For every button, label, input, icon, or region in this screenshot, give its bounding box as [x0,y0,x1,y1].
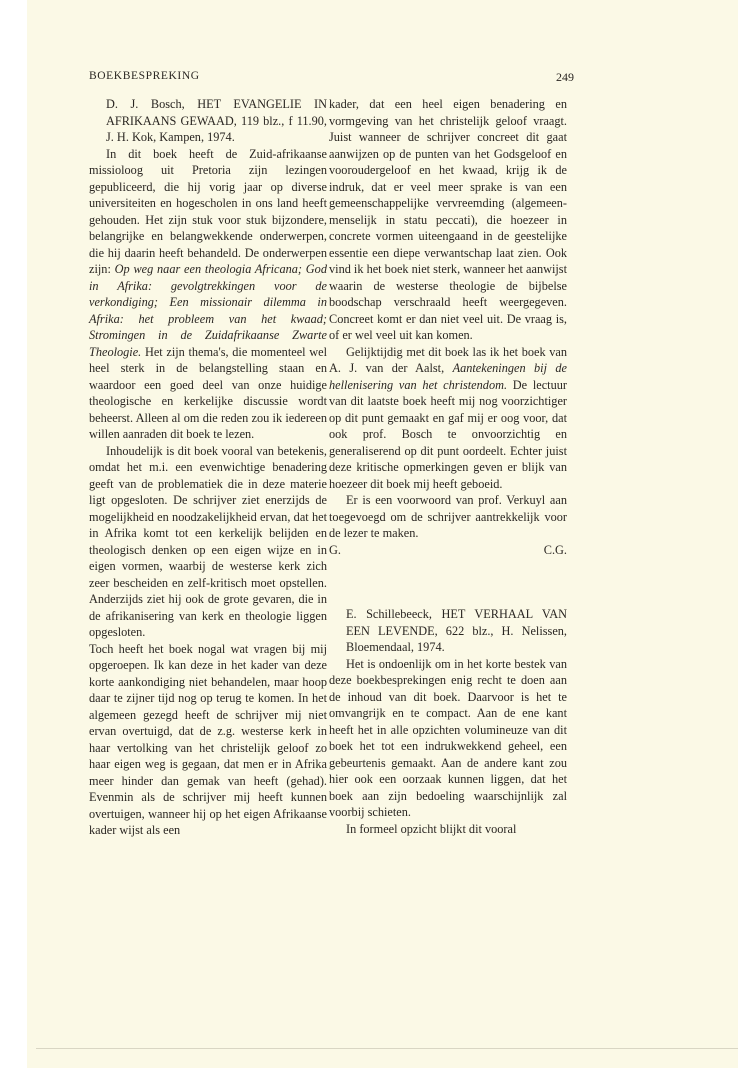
right-column [329,96,567,837]
review1-paragraph-5: Er is een voorwoord van prof. Verkuyl aan toegevoegd om de schrijver aantrekkelijk voor de lezer te maken. [329,493,567,540]
review1-paragraph-2: Inhoudelijk is dit boek vooral van betekenis, omdat het m.i. een evenwichtige benadering geeft van de problematiek die in deze materie ligt opgesloten. De schrijver ziet enerzijds de mogelijkheid en noodzakelijkheid ervan, dat het in Afrika komt tot een kerkelijk belijden en theologisch denken op een eigen wijze en in eigen vormen, waarbij de westerse kerk zich zeer bescheiden en zelf-kritisch moet opstellen. Anderzijds ziet hij ook de grote gevaren, die in de afrikanisering van kerk en theologie liggen opgesloten. [89,443,327,639]
review2-paragraph-1: Het is ondoenlijk om in het korte bestek van deze boekbesprekingen enig recht te doen aan de inhoud van dit boek. Daarvoor is het te omvangrijk en te compact. Aan de ene kant heeft het in alle opzichten volumineuze van dit boek het tot een indrukwekkend geheel, een gebeurtenis gemaakt. Aan de andere kant zou hier ook een oorzaak kunnen liggen, dat het boek aan zijn bedoeling waarschijnlijk zal voorbij schieten. [329,656,567,819]
review1-paragraph-3-continued: kader, dat een heel eigen benadering en vormgeving van het christelijk geloof vraagt. Juist wanneer de schrijver concreet dit gaat aanwijzen op de punten van het Godsgeloof en vooroudergeloof en het kwaad, krijg ik de indruk, dat er veel meer sprake is van een gemeenschappelijke vervreemding (algemeen-menselijk in statu peccati), die hoezeer in concrete vormen uiteengaand in de geestelijke essentie een diepe verwantschap laat zien. Ook vind ik het boek niet sterk, wanneer het aanwijst waarin de westerse theologie de bijbelse boodschap verschraald heeft weergegeven. Concreet komt er dan niet veel uit. De vraag is, of er wel veel uit kan komen. [329,97,568,342]
running-header: BOEKBESPREKING [89,70,200,82]
left-column [89,96,327,839]
review1-paragraph-1: In dit boek heeft de Zuid-afrikaanse missioloog uit Pretoria zijn lezingen gepubliceerd, die hij vorig jaar op diverse universiteiten en hogescholen in ons land heeft gehouden. Het zijn stuk voor stuk bijzondere, belangrijke en belangwekkende onderwerpen, die hij daarin heeft behandeld. De onderwerpen zijn: Op weg naar een theologia Africana; God in Afrika: gevolgtrekkingen voor de verkondiging; Een missionair dilemma in Afrika: het probleem van het kwaad; Stromingen in de Zuidafrikaanse Zwarte Theologie. Het zijn thema's, die momenteel wel heel sterk in de belangstelling staan en waardoor een goed deel van onze huidige theologische en kerkelijke discussie wordt beheerst. Alleen al om die reden zou ik iedereen willen aanraden dit boek te lezen. [89,146,327,441]
review1-signoff [329,542,567,559]
review2-paragraph-2: In formeel opzicht blijkt dit vooral [346,821,517,836]
review1-paragraph-3: Toch heeft het boek nogal wat vragen bij mij opgeroepen. Ik kan deze in het kader van deze korte aankondiging niet behandelen, maar hoop daar te zijner tijd nog op terug te komen. In het algemeen gezegd heeft de schrijver mij niet ervan overtuigd, dat de z.g. westerse kerk in haar vertolking van het christelijk geloof zo haar eigen weg is gegaan, dat men er in Afrika meer hinder dan gemak van heeft (gehad). Evenmin als de schrijver mij heeft kunnen overtuigen, wanneer hij op het eigen Afrikaanse kader wijst als een [89,641,327,837]
section-gap [329,558,567,606]
signoff-initial: G. [329,542,341,557]
signoff-author: C.G. [543,542,567,557]
review1-heading: D. J. Bosch, HET EVANGELIE IN AFRIKAANS GEWAAD, 119 blz., f 11.90, J. H. Kok, Kampen, 1974. [106,97,327,144]
page-number: 249 [556,70,574,84]
page-bottom-rule [36,1048,738,1049]
review2-heading: E. Schillebeeck, HET VERHAAL VAN EEN LEVENDE, 622 blz., H. Nelissen, Bloemendaal, 1974. [346,607,567,654]
review1-paragraph-4: Gelijktijdig met dit boek las ik het boek van A. J. van der Aalst, Aantekeningen bij de hellenisering van het christendom. De lectuur van dit laatste boek heeft mij nog voorzichtiger op dit punt gemaakt en gaf mij er oog voor, dat ook prof. Bosch te onvoorzichtig en generaliserend op dit punt oordeelt. Echter juist deze kritische opmerkingen geven er blijk van hoezeer dit boek mij heeft geboeid. [329,344,567,491]
